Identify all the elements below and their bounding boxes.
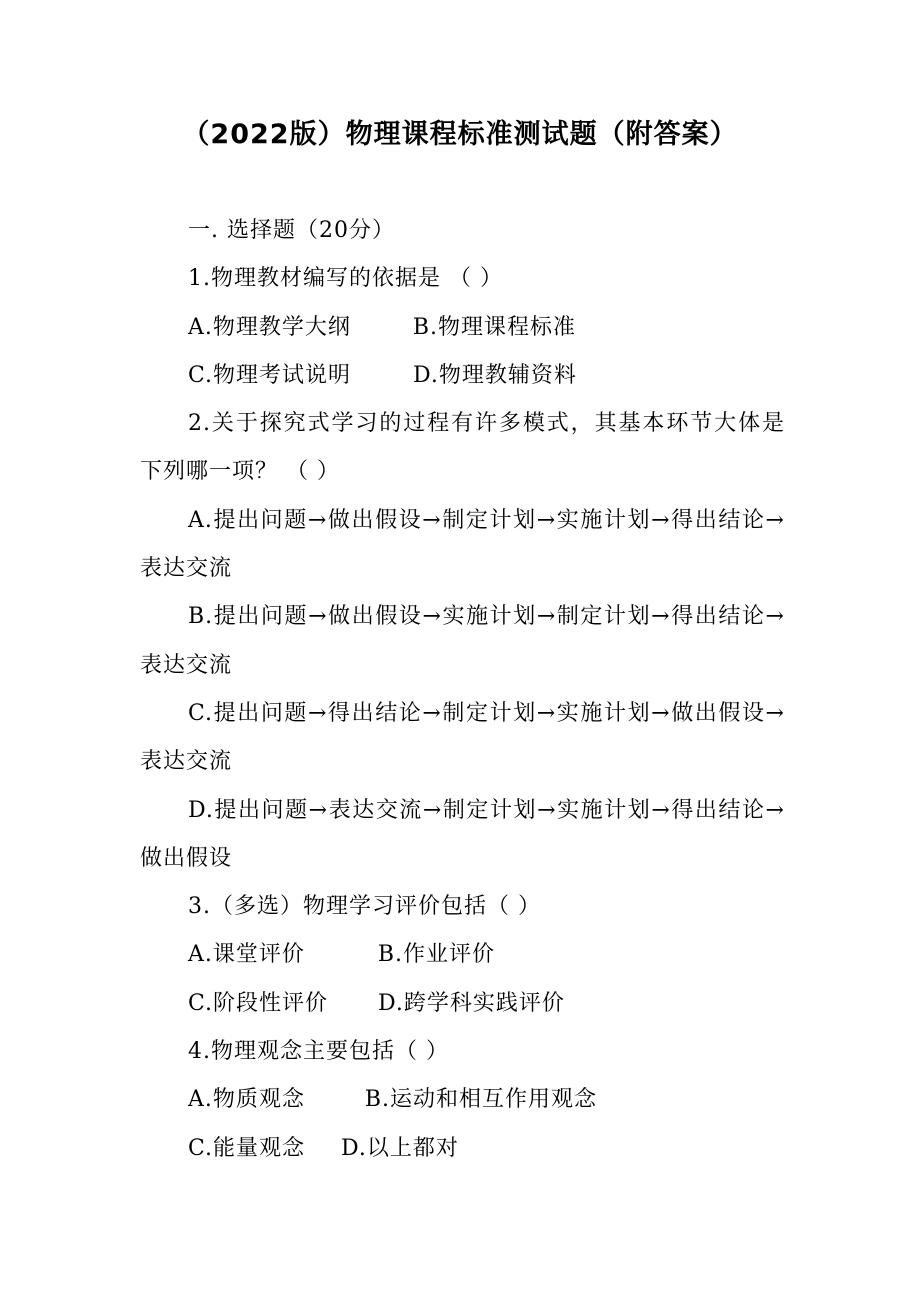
question-1-option-c: C.物理考试说明 xyxy=(188,362,352,388)
question-3-stem: 3.（多选）物理学习评价包括（ ） xyxy=(188,894,541,920)
question-1-options-row-2 xyxy=(140,352,785,400)
question-4-stem: 4.物理观念主要包括（ ） xyxy=(188,1039,449,1065)
question-3-options-row-1 xyxy=(140,931,785,979)
question-4-option-b: B.运动和相互作用观念 xyxy=(364,1087,598,1113)
question-3-options-row-2 xyxy=(140,980,785,1028)
question-1-options-row-1 xyxy=(140,304,785,352)
section-heading: 一. 选择题（20分） xyxy=(188,218,395,243)
question-3-option-b: B.作业评价 xyxy=(377,942,496,968)
question-1-option-b: B.物理课程标准 xyxy=(412,314,577,340)
question-4-options-row-2 xyxy=(140,1125,785,1173)
question-2-option-b: B.提出问题→做出假设→实施计划→制定计划→得出结论→表达交流 xyxy=(140,604,785,678)
question-3-option-a: A.课堂评价 xyxy=(188,942,305,968)
question-2-option-c: C.提出问题→得出结论→制定计划→实施计划→做出假设→表达交流 xyxy=(140,700,785,775)
document-body xyxy=(140,207,785,1173)
question-4-option-c: C.能量观念 xyxy=(188,1135,306,1161)
question-2-option-d: D.提出问题→表达交流→制定计划→实施计划→得出结论→做出假设 xyxy=(140,797,785,871)
question-4-option-a: A.物质观念 xyxy=(188,1087,305,1113)
question-2-stem: 2.关于探究式学习的过程有许多模式，其基本环节大体是下列哪一项？ （ ） xyxy=(140,411,785,485)
question-3-option-c: C.阶段性评价 xyxy=(188,990,329,1016)
question-1-option-a: A.物理教学大纲 xyxy=(188,314,351,340)
question-1-stem: 1.物理教材编写的依据是 （ ） xyxy=(188,266,503,292)
question-3-option-d: D.跨学科实践评价 xyxy=(378,990,565,1016)
question-4-option-d: D.以上都对 xyxy=(341,1135,459,1161)
question-2-option-a: A.提出问题→做出假设→制定计划→实施计划→得出结论→表达交流 xyxy=(140,507,785,582)
document-title: （2022版）物理课程标准测试题（附答案） xyxy=(182,119,738,150)
question-1-option-d: D.物理教辅资料 xyxy=(413,362,577,388)
question-4-options-row-1 xyxy=(140,1076,785,1124)
